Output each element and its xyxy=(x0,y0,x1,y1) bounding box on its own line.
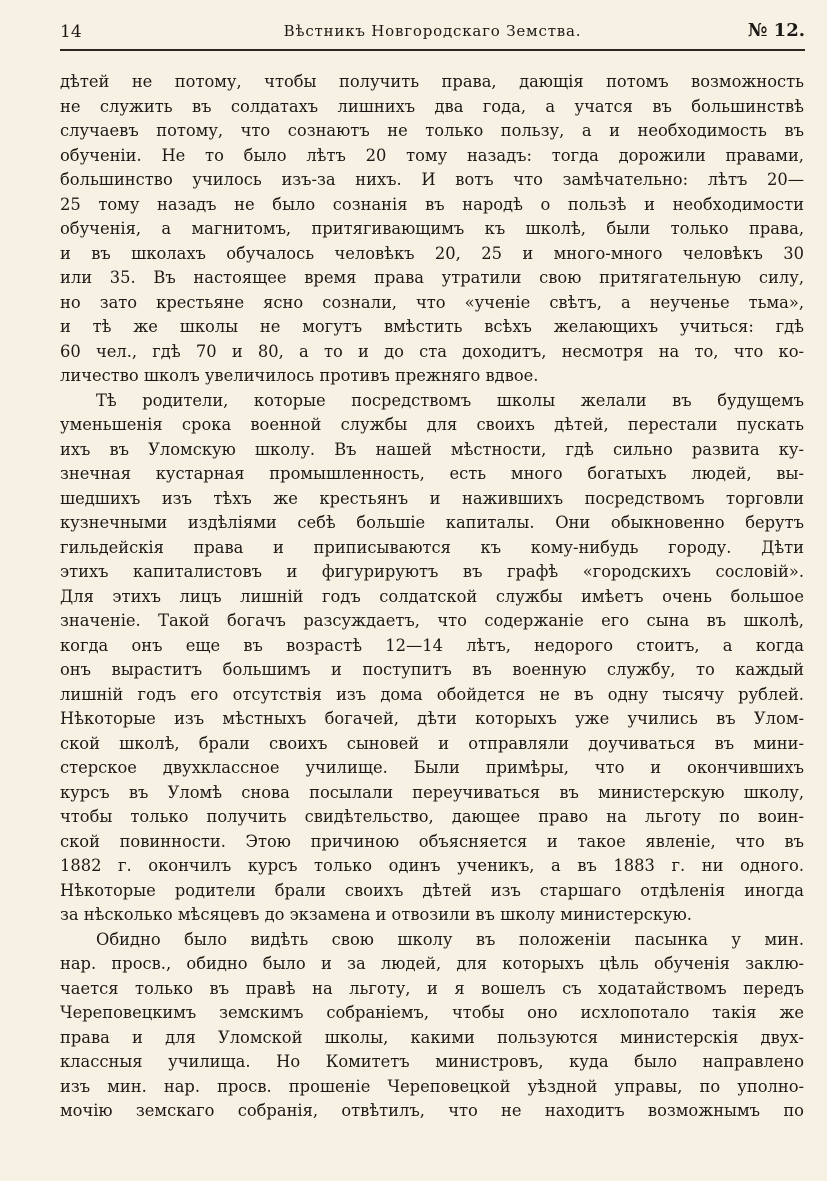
text-line: права и для Уломской школы, какими пользуются министерскія двух- xyxy=(60,1027,804,1047)
text-line: не служить въ солдатахъ лишнихъ два года, а учатся въ большинствѣ xyxy=(60,96,804,116)
text-line: и въ школахъ обучалось человѣкъ 20, 25 и много-много человѣкъ 30 xyxy=(60,243,804,263)
text-line: мочію земскаго собранія, отвѣтилъ, что не находитъ возможнымъ по xyxy=(60,1101,804,1120)
text-line: случаевъ потому, что сознаютъ не только пользу, а и необходимость въ xyxy=(60,121,804,140)
text-line: большинство училось изъ-за нихъ. И вотъ что замѣчательно: лѣтъ 20— xyxy=(60,170,804,189)
text-line: 1882 г. окончилъ курсъ только одинъ ученикъ, а въ 1883 г. ни одного. xyxy=(60,856,804,875)
text-line: уменьшенія срока военной службы для своихъ дѣтей, перестали пускать xyxy=(60,415,804,434)
text-line: обученіи. Не то было лѣтъ 20 тому назадъ: тогда дорожили правами, xyxy=(60,145,804,165)
text-line: чается только въ правѣ на льготу, и я вошелъ съ ходатайствомъ передъ xyxy=(60,978,804,998)
text-line: Нѣкоторые изъ мѣстныхъ богачей, дѣти которыхъ уже учились въ Улом- xyxy=(60,709,804,728)
text-line: Нѣкоторые родители брали своихъ дѣтей изъ старшаго отдѣленія иногда xyxy=(60,880,804,900)
article-body xyxy=(60,70,804,1124)
text-line: дѣтей не потому, чтобы получить права, дающія потомъ возможность xyxy=(60,72,804,91)
text-line: нар. просв., обидно было и за людей, для которыхъ цѣль обученія заклю- xyxy=(60,954,804,973)
text-line: шедшихъ изъ тѣхъ же крестьянъ и нажившихъ посредствомъ торговли xyxy=(60,488,804,508)
text-line: лишній годъ его отсутствія изъ дома обойдется не въ одну тысячу рублей. xyxy=(60,684,804,704)
journal-title: Вѣстникъ Новгородскаго Земства. xyxy=(283,22,582,40)
header-rule xyxy=(60,49,805,51)
text-line: изъ мин. нар. просв. прошеніе Череповецкой уѣздной управы, по уполно- xyxy=(60,1076,804,1096)
text-line: Череповецкимъ земскимъ собраніемъ, чтобы оно исхлопотало такія же xyxy=(60,1003,804,1022)
text-line: 60 чел., гдѣ 70 и 80, а то и до ста доходитъ, несмотря на то, что ко- xyxy=(60,341,804,361)
text-line: за нѣсколько мѣсяцевъ до экзамена и отвозили въ школу министерскую. xyxy=(60,905,692,924)
text-line: знечная кустарная промышленность, есть много богатыхъ людей, вы- xyxy=(60,464,804,483)
text-line: чтобы только получить свидѣтельство, дающее право на льготу по воин- xyxy=(60,807,804,826)
text-line: но зато крестьяне ясно сознали, что «ученіе свѣтъ, а неученье тьма», xyxy=(60,292,804,312)
text-line: когда онъ еще въ возрастѣ 12—14 лѣтъ, недорого стоитъ, а когда xyxy=(60,635,804,655)
text-line: этихъ капиталистовъ и фигурируютъ въ графѣ «городскихъ сословій». xyxy=(60,562,804,581)
text-line: личество школъ увеличилось противъ прежняго вдвое. xyxy=(60,366,539,385)
text-line: гильдейскія права и приписываются къ кому-нибудь городу. Дѣти xyxy=(60,537,804,557)
text-line: ихъ въ Уломскую школу. Въ нашей мѣстности, гдѣ сильно развита ку- xyxy=(60,439,804,459)
text-line: или 35. Въ настоящее время права утратили свою притягательную силу, xyxy=(60,268,804,287)
text-line: обученія, а магнитомъ, притягивающимъ къ школѣ, были только права, xyxy=(60,219,804,238)
page-number: 14 xyxy=(60,22,82,42)
text-line: стерское двухклассное училище. Были примѣры, что и окончившихъ xyxy=(60,758,804,777)
text-line: 25 тому назадъ не было сознанія въ народѣ о пользѣ и необходимости xyxy=(60,194,804,214)
text-line: ской повинности. Этою причиною объясняется и такое явленіе, что въ xyxy=(60,831,804,851)
text-line: Обидно было видѣть свою школу въ положеніи пасынка у мин. xyxy=(96,929,804,949)
text-line: Тѣ родители, которые посредствомъ школы желали въ будущемъ xyxy=(96,390,804,410)
text-line: Для этихъ лицъ лишній годъ солдатской службы имѣетъ очень большое xyxy=(60,586,804,606)
text-line: классныя училища. Но Комитетъ министровъ, куда было направлено xyxy=(60,1052,804,1071)
text-line: кузнечными издѣліями себѣ большіе капиталы. Они обыкновенно берутъ xyxy=(60,513,804,532)
issue-number: № 12. xyxy=(747,20,805,41)
running-header xyxy=(60,18,805,48)
text-line: значеніе. Такой богачъ разсуждаетъ, что содержаніе его сына въ школѣ, xyxy=(60,611,804,630)
text-line: онъ выраститъ большимъ и поступитъ въ военную службу, то каждый xyxy=(60,660,804,679)
text-line: курсъ въ Уломѣ снова посылали переучиваться въ министерскую школу, xyxy=(60,782,804,802)
text-line: ской школѣ, брали своихъ сыновей и отправляли доучиваться въ мини- xyxy=(60,733,804,753)
text-line: и тѣ же школы не могутъ вмѣстить всѣхъ желающихъ учиться: гдѣ xyxy=(60,317,804,336)
